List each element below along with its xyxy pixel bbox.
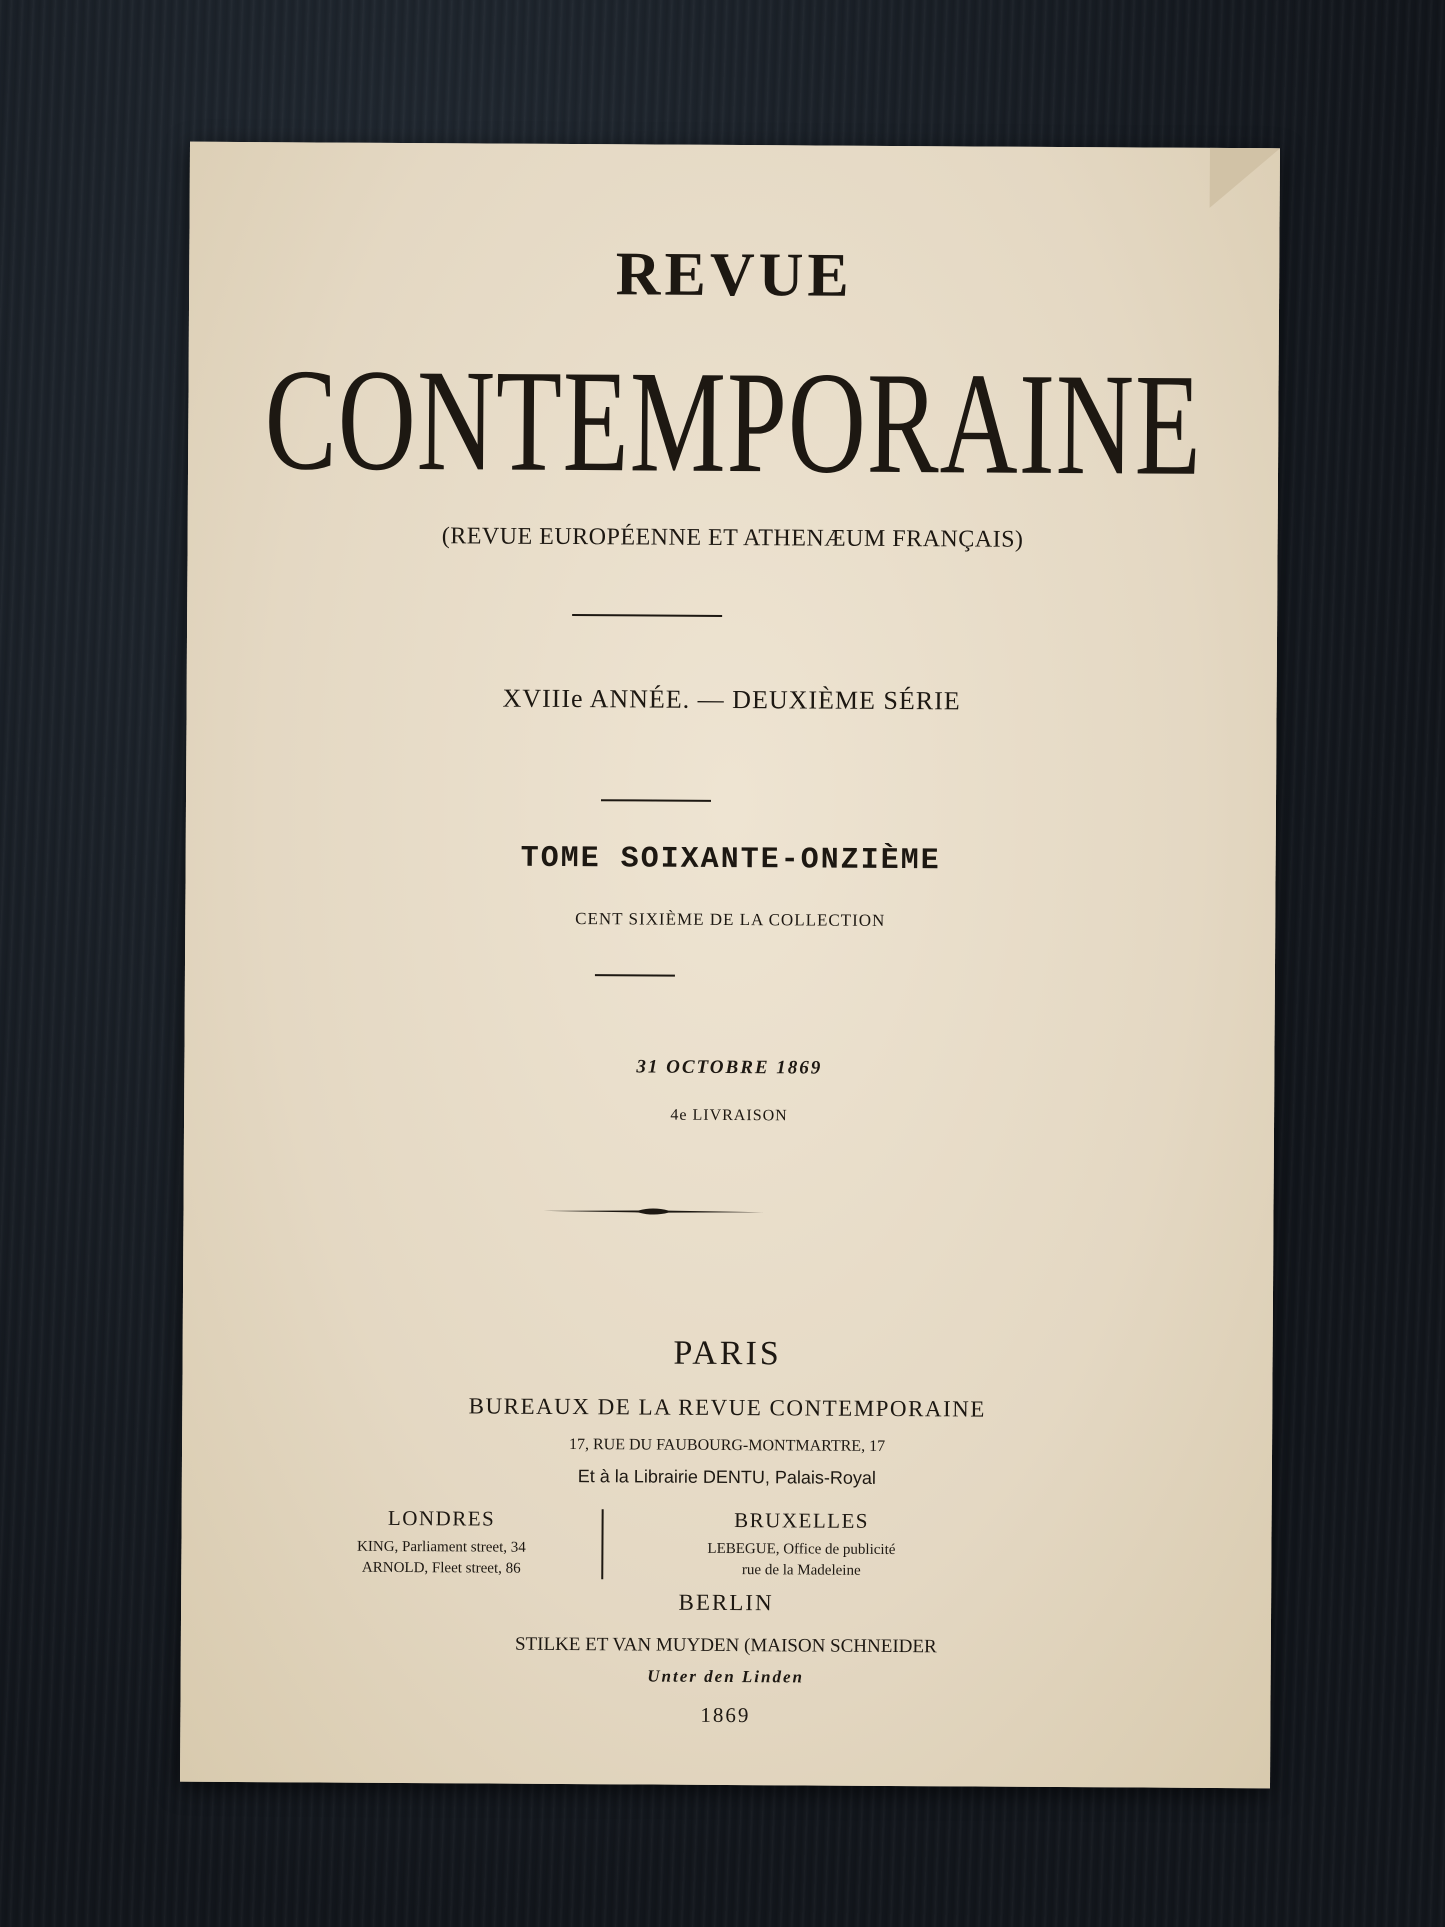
folded-corner	[1210, 148, 1280, 208]
magazine-cover	[180, 142, 1280, 1789]
issue-date: 31 OCTOBRE 1869	[636, 1056, 823, 1079]
berlin-address: Unter den Linden	[647, 1666, 805, 1687]
publication-year: 1869	[700, 1702, 751, 1728]
livraison: 4e LIVRAISON	[670, 1106, 788, 1125]
title-contemporaine: CONTEMPORAINE	[264, 339, 1203, 507]
divider-3	[595, 974, 675, 976]
address: 17, RUE DU FAUBOURG-MONTMARTRE, 17	[568, 1436, 886, 1455]
divider-2	[601, 799, 711, 802]
londres-line2: ARNOLD, Fleet street, 86	[361, 1559, 521, 1577]
subtitle: (REVUE EUROPÉENNE ET ATHENÆUM FRANÇAIS)	[441, 523, 1024, 553]
collection-number: CENT SIXIÈME DE LA COLLECTION	[575, 909, 886, 930]
bruxelles-heading: BRUXELLES	[734, 1508, 870, 1533]
berlin-publisher: STILKE ET VAN MUYDEN (MAISON SCHNEIDER	[514, 1633, 937, 1658]
city-berlin: BERLIN	[678, 1589, 774, 1616]
tome: TOME SOIXANTE-ONZIÈME	[520, 841, 941, 879]
londres-heading: LONDRES	[387, 1505, 496, 1531]
londres-block	[301, 1505, 581, 1580]
city-paris: PARIS	[673, 1334, 782, 1373]
ornamental-rule	[543, 1204, 763, 1219]
bruxelles-line1: LEBEGUE, Office de publicité	[707, 1540, 896, 1559]
annee-serie: XVIIIe ANNÉE. — DEUXIÈME SÉRIE	[502, 683, 961, 716]
bruxelles-block	[651, 1508, 951, 1583]
bruxelles-line2: rue de la Madeleine	[741, 1562, 861, 1579]
librairie: Et à la Librairie DENTU, Palais-Royal	[577, 1466, 876, 1488]
londres-line1: KING, Parliament street, 34	[357, 1538, 526, 1556]
title-revue: REVUE	[615, 240, 853, 310]
bureaux: BUREAUX DE LA REVUE CONTEMPORAINE	[468, 1393, 986, 1422]
column-separator	[601, 1509, 603, 1579]
divider-1	[572, 614, 722, 617]
